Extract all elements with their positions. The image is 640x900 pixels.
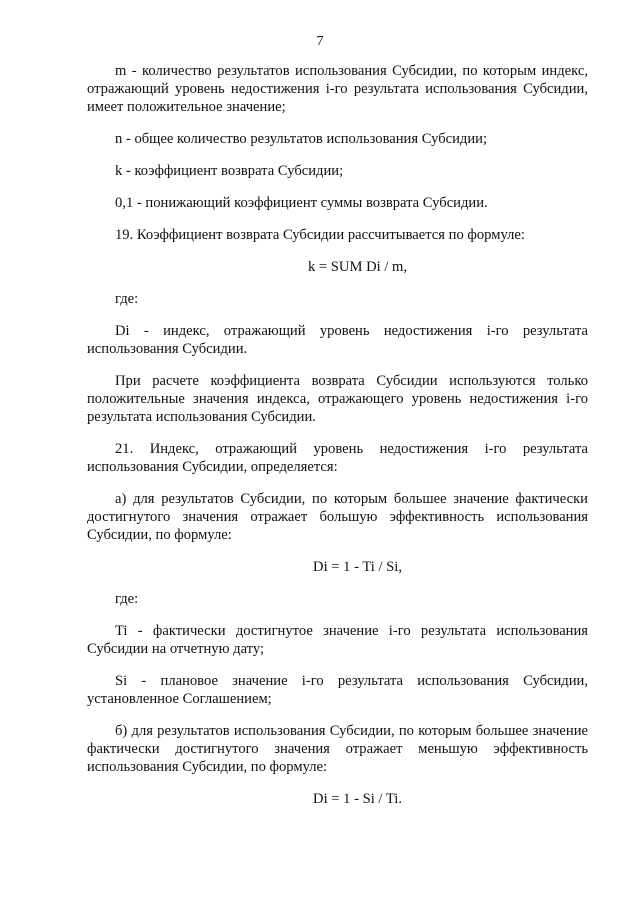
paragraph-n-definition: n - общее количество результатов использования Субсидии; bbox=[115, 131, 488, 147]
formula-di-b: Di = 1 - Si / Ti. bbox=[313, 791, 402, 807]
formula-k: k = SUM Di / m, bbox=[307, 259, 408, 275]
document-body bbox=[87, 62, 588, 822]
formula-di-a: Di = 1 - Ti / Si, bbox=[313, 559, 402, 575]
where-label-2: где: bbox=[115, 591, 139, 607]
paragraph-di-definition: Di - индекс, отражающий уровень недостижения i-го результата использования Субсидии. bbox=[87, 323, 588, 357]
paragraph-coefficient-definition: 0,1 - понижающий коэффициент суммы возврата Субсидии. bbox=[115, 195, 488, 211]
paragraph-item-b: б) для результатов использования Субсидии, по которым большее значение фактически достигнутого значения отражает меньшую эффективность использования Субсидии, по формуле: bbox=[87, 723, 588, 775]
paragraph-positive-values: При расчете коэффициента возврата Субсидии используются только положительные значения индекса, отражающего уровень недостижения i-го результата использования Субсидии. bbox=[87, 373, 588, 425]
paragraph-item-a: а) для результатов Субсидии, по которым большее значение фактически достигнутого значения отражает большую эффективность использования Субсидии, по формуле: bbox=[87, 491, 588, 543]
paragraph-ti-definition: Ti - фактически достигнутое значение i-го результата использования Субсидии на отчетную дату; bbox=[87, 623, 588, 657]
paragraph-item-19: 19. Коэффициент возврата Субсидии рассчитывается по формуле: bbox=[115, 227, 525, 243]
paragraph-si-definition: Si - плановое значение i-го результата использования Субсидии, установленное Соглашением; bbox=[87, 673, 588, 707]
paragraph-item-21: 21. Индекс, отражающий уровень недостижения i-го результата использования Субсидии, определяется: bbox=[87, 441, 588, 475]
paragraph-k-definition: k - коэффициент возврата Субсидии; bbox=[115, 163, 344, 179]
paragraph-m-definition: m - количество результатов использования Субсидии, по которым индекс, отражающий уровень недостижения i-го результата использования Субсидии, имеет положительное значение; bbox=[87, 63, 588, 115]
where-label-1: где: bbox=[115, 291, 139, 307]
page-number: 7 bbox=[316, 34, 324, 49]
